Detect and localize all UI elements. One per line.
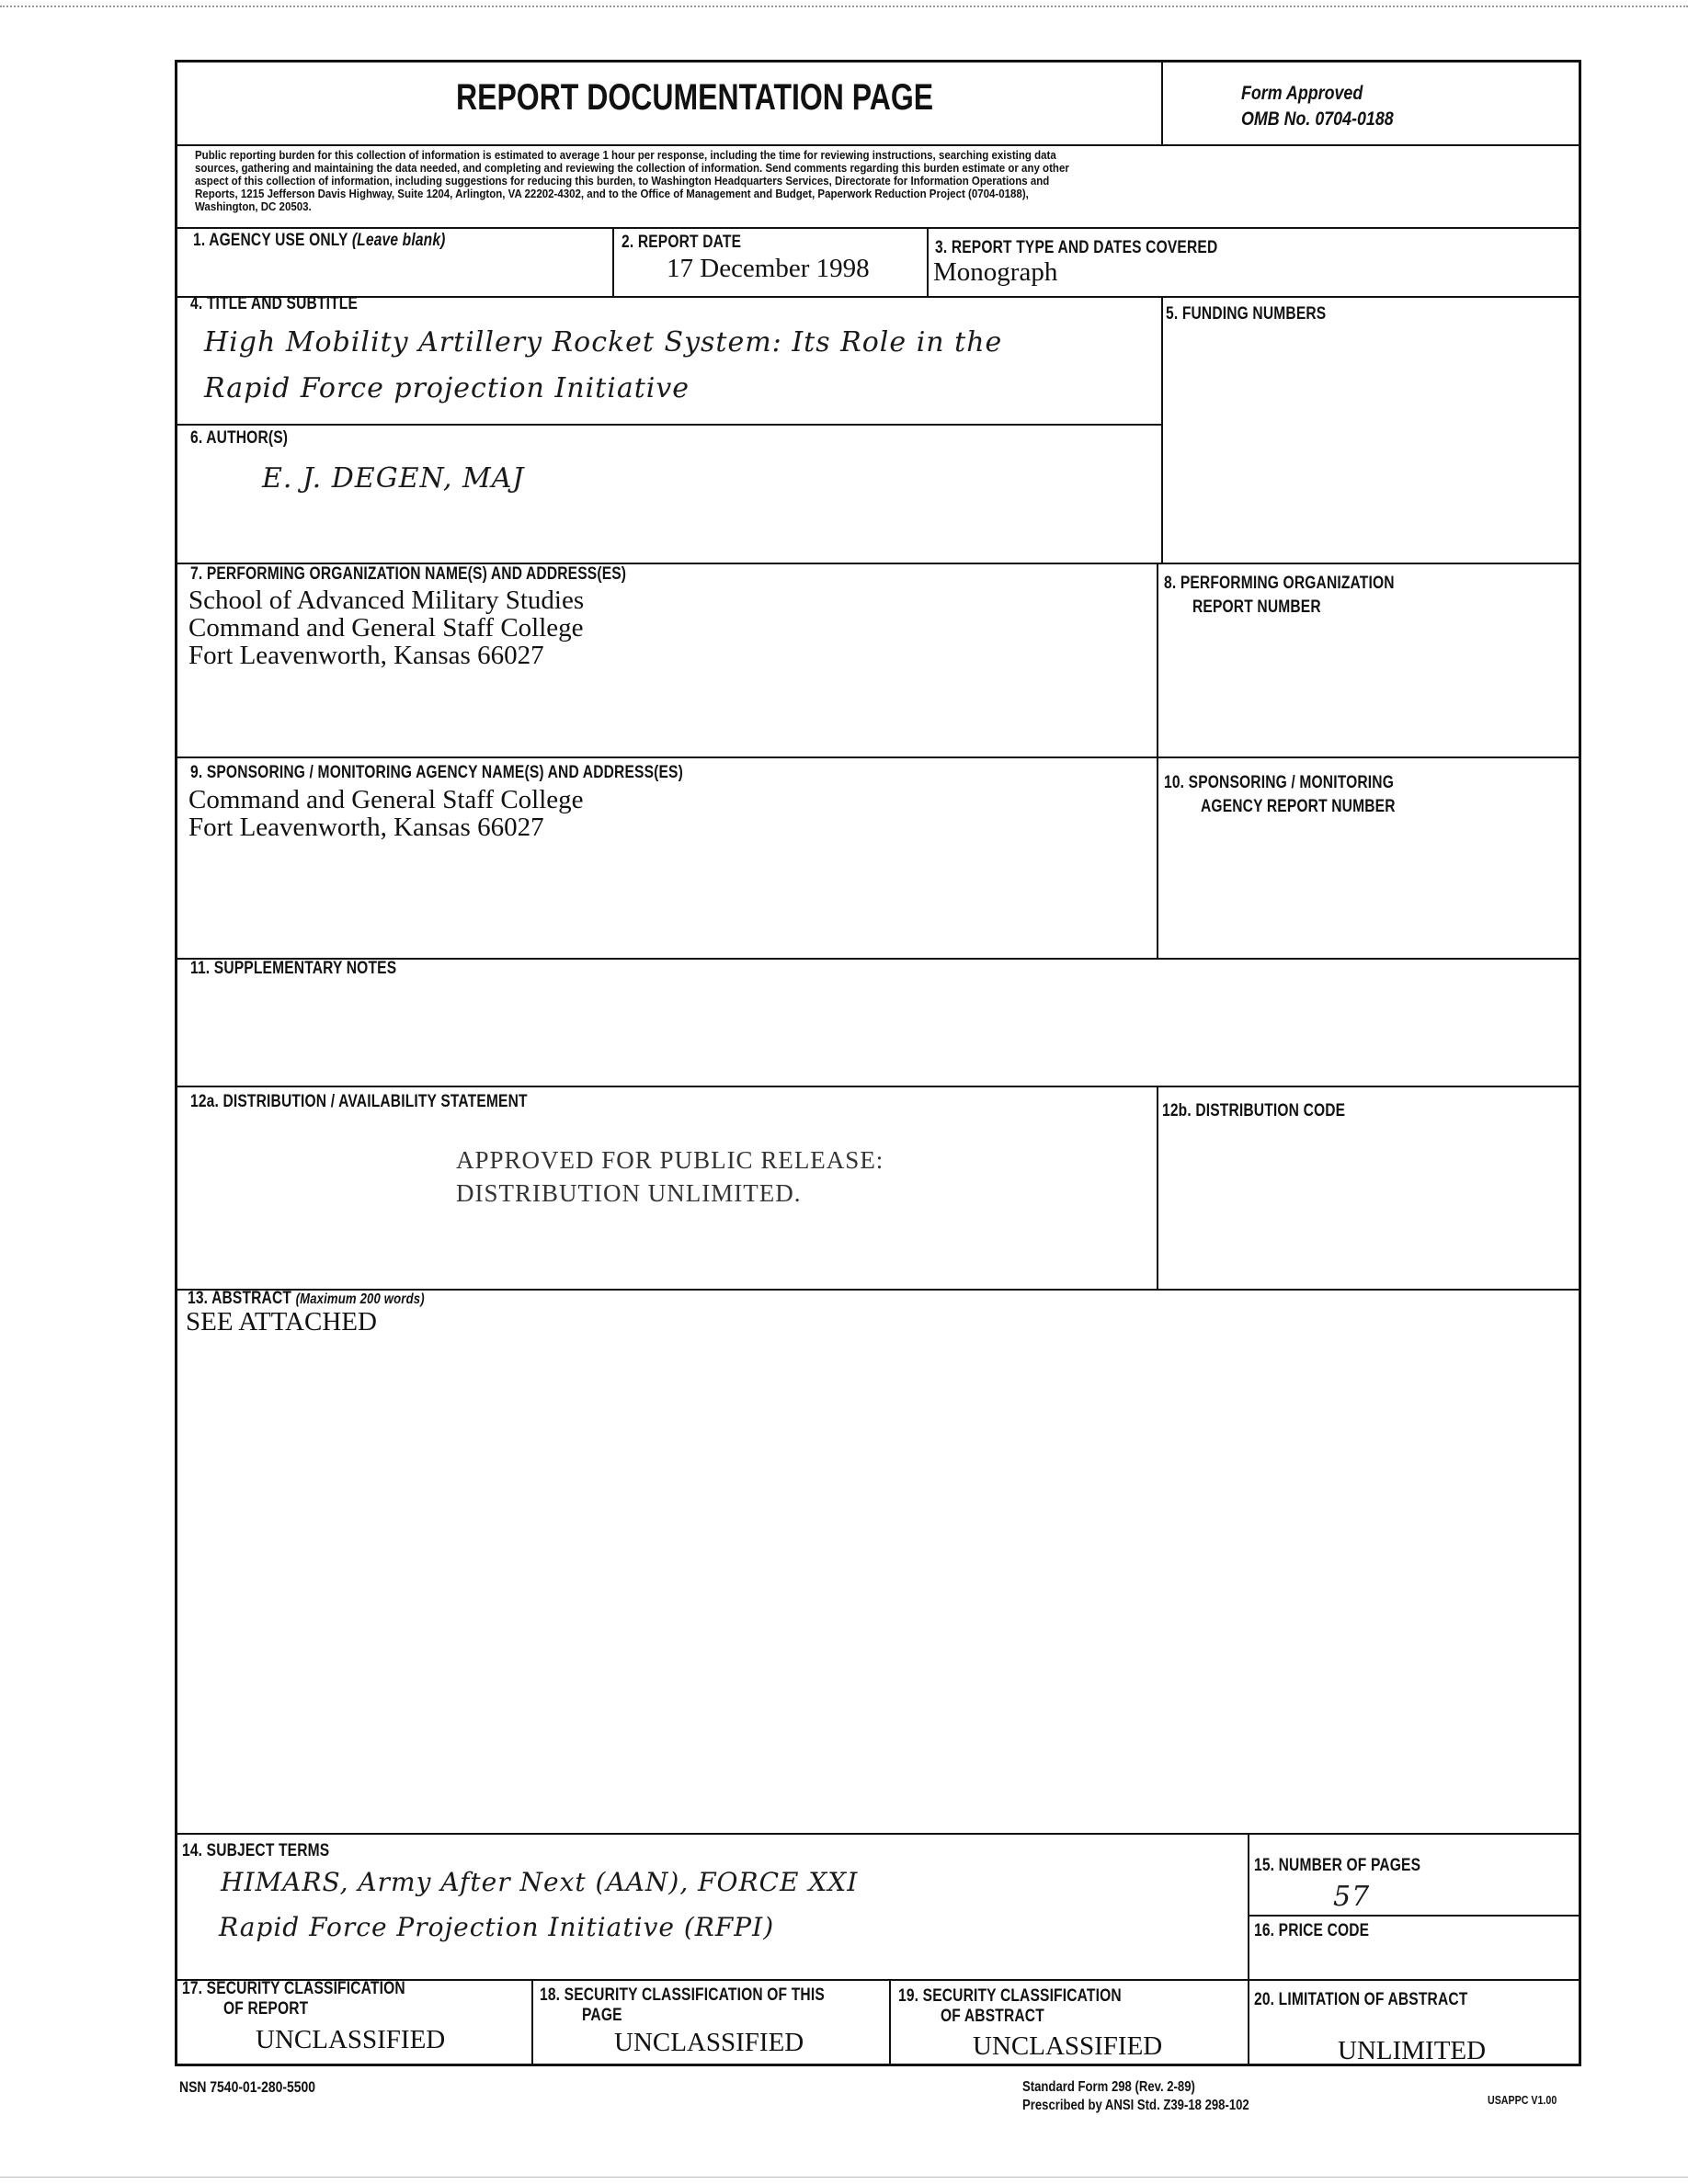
rule-header [175,144,1581,146]
rule-box10 [1157,756,1158,958]
performing-report-label-1: 8. PERFORMING ORGANIZATION [1164,574,1395,593]
abstract-value: SEE ATTACHED [186,1307,377,1337]
sec-page-label-1: 18. SECURITY CLASSIFICATION OF THIS [540,1985,825,2005]
rule-supplementary [175,1086,1581,1087]
sec-report-label-1: 17. SECURITY CLASSIFICATION [182,1979,405,1998]
abstract-label [188,1289,425,1309]
report-type-value: Monograph [933,257,1058,287]
rule-funding [1161,296,1163,563]
usappc-version: USAPPC V1.00 [1488,2093,1557,2107]
distribution-stamp-line-2: DISTRIBUTION UNLIMITED. [456,1179,802,1207]
title-label: 4. TITLE AND SUBTITLE [190,294,359,313]
limitation-label: 20. LIMITATION OF ABSTRACT [1254,1990,1468,2009]
sponsoring-line-1: Command and General Staff College [188,785,584,814]
distribution-label: 12a. DISTRIBUTION / AVAILABILITY STATEMENT [190,1092,528,1111]
agency-use-label [193,231,446,251]
rule-box8 [1157,563,1158,756]
performing-report-label-2: REPORT NUMBER [1192,597,1321,617]
supplementary-label: 11. SUPPLEMENTARY NOTES [190,959,397,978]
author-label: 6. AUTHOR(S) [190,428,289,448]
rule-omb-divider [1161,60,1163,144]
sponsoring-report-label-2: AGENCY REPORT NUMBER [1201,797,1396,816]
form-approved-label: Form Approved [1241,83,1363,104]
report-documentation-form [175,60,1581,2066]
burden-statement: Public reporting burden for this collection of information is estimated to average 1 hour per response, including the time for reviewing instructions, searching existing data sources, gathering and maintaining the data needed, and completing and reviewing the collection of information. Send comments regarding this burden estimate or any other aspect of this collection of information, including suggestions for reducing this burden, to Washington Headquarters Services, Directorate for Information Operations and Reports, 1215 Jefferson Davis Highway, Suite 1204, Arlington, VA 22202-4302, and to the Office of Management and Budget, Paperwork Reduction Project (0704-0188), Washington, DC 20503. [195,149,1069,213]
funding-label: 5. FUNDING NUMBERS [1166,304,1327,324]
rule-pages [1248,1915,1581,1917]
author-value: E. J. DEGEN, MAJ [262,462,525,495]
report-date-value: 17 December 1998 [667,254,870,283]
rule-performing [175,756,1581,758]
performing-org-line-2: Command and General Staff College [188,613,584,643]
sponsoring-report-label-1: 10. SPONSORING / MONITORING [1164,773,1394,792]
limitation-value: UNLIMITED [1338,2036,1487,2065]
sec-report-label-2: OF REPORT [223,1999,309,2019]
sec-abstract-label-1: 19. SECURITY CLASSIFICATION [898,1986,1122,2006]
num-pages-label: 15. NUMBER OF PAGES [1254,1856,1421,1875]
subject-terms-line-1: HIMARS, Army After Next (AAN), FORCE XXI [221,1867,859,1897]
form-title: REPORT DOCUMENTATION PAGE [456,77,934,118]
sec-report-value: UNCLASSIFIED [256,2025,446,2054]
prescribed-by: Prescribed by ANSI Std. Z39-18 298-102 [1022,2098,1249,2113]
title-line-2: Rapid Force projection Initiative [204,372,690,404]
performing-org-line-3: Fort Leavenworth, Kansas 66027 [188,641,544,670]
rule-title [175,424,1161,426]
agency-use-note: (Leave blank) [351,231,446,250]
report-date-label: 2. REPORT DATE [622,233,742,252]
rule-box15 [1248,1833,1249,2066]
rule-abstract [175,1833,1581,1835]
num-pages-value: 57 [1333,1881,1371,1913]
agency-use-label-text: 1. AGENCY USE ONLY [193,231,348,250]
abstract-note: (Maximum 200 words) [295,1291,425,1307]
sec-abstract-value: UNCLASSIFIED [973,2031,1163,2061]
subject-terms-line-2: Rapid Force Projection Initiative (RFPI) [219,1912,775,1942]
sponsoring-line-2: Fort Leavenworth, Kansas 66027 [188,813,544,842]
sec-page-value: UNCLASSIFIED [614,2028,804,2057]
omb-block [1241,81,1394,132]
sec-abstract-label-2: OF ABSTRACT [941,2007,1044,2026]
subject-terms-label: 14. SUBJECT TERMS [182,1841,330,1860]
sec-page-label-2: PAGE [582,2006,622,2025]
rule-row1 [175,296,1581,298]
distribution-stamp-line-1: APPROVED FOR PUBLIC RELEASE: [456,1146,884,1174]
rule-box12b [1157,1086,1158,1289]
rule-box17-18 [531,1979,533,2066]
rule-box2-box3 [927,227,929,296]
rule-burden [175,227,1581,229]
rule-box18-19 [889,1979,891,2066]
standard-form: Standard Form 298 (Rev. 2-89) [1022,2079,1195,2095]
title-line-1: High Mobility Artillery Rocket System: Its Role in the [204,326,1003,358]
abstract-label-text: 13. ABSTRACT [188,1289,292,1308]
performing-org-label: 7. PERFORMING ORGANIZATION NAME(S) AND ADDRESS(ES) [190,564,627,584]
omb-number: OMB No. 0704-0188 [1241,108,1394,130]
price-code-label: 16. PRICE CODE [1254,1921,1370,1940]
sponsoring-label: 9. SPONSORING / MONITORING AGENCY NAME(S) AND ADDRESS(ES) [190,763,683,782]
distribution-code-label: 12b. DISTRIBUTION CODE [1162,1101,1346,1120]
nsn-number: NSN 7540-01-280-5500 [179,2078,316,2096]
scan-edge-bottom [0,2177,1688,2178]
rule-box1-box2 [612,227,614,296]
performing-org-line-1: School of Advanced Military Studies [188,586,585,615]
report-type-label: 3. REPORT TYPE AND DATES COVERED [935,238,1218,257]
scan-edge-top [0,6,1688,7]
